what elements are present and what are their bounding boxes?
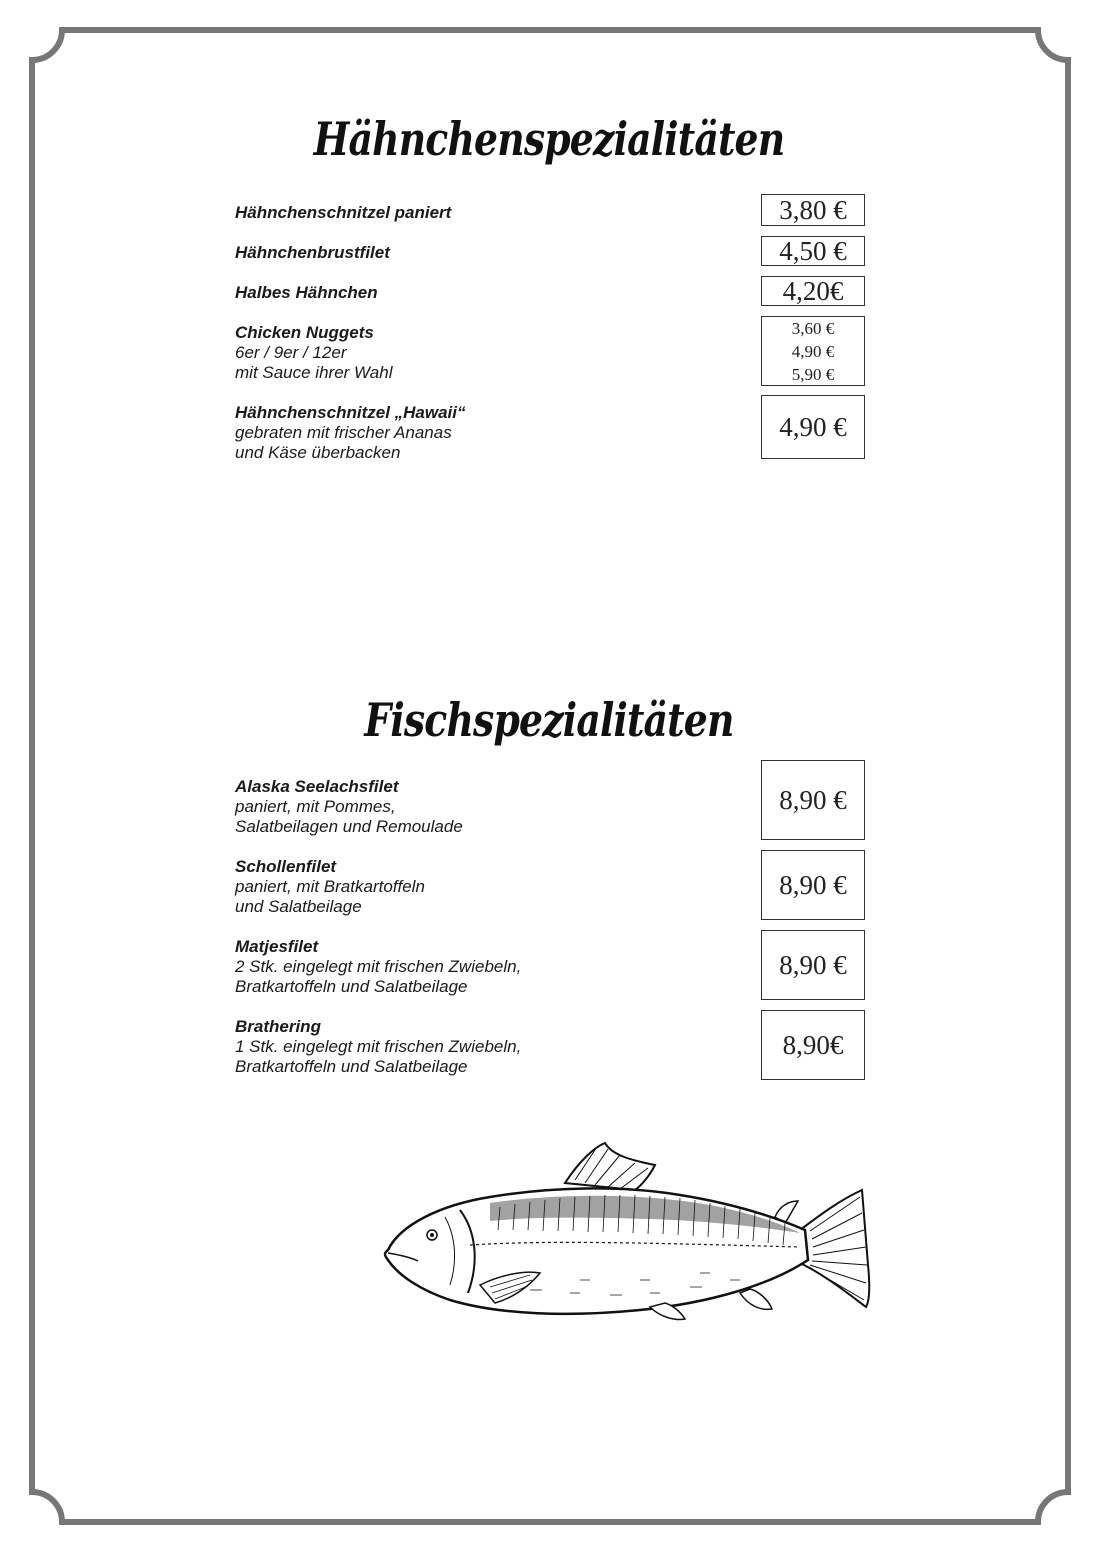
item-description: paniert, mit Pommes,	[235, 797, 396, 816]
price-box	[761, 395, 865, 459]
price-box	[761, 850, 865, 920]
price: 8,90 €	[779, 784, 847, 815]
price-box	[761, 236, 865, 266]
menu-item	[235, 777, 735, 837]
item-description: Bratkartoffeln und Salatbeilage	[235, 1057, 468, 1076]
price: 4,50 €	[779, 235, 847, 266]
item-description: 1 Stk. eingelegt mit frischen Zwiebeln,	[235, 1037, 522, 1056]
item-name: Matjesfilet	[235, 937, 319, 956]
section-title-fish: Fischspezialitäten	[364, 693, 734, 747]
menu-item	[235, 243, 735, 263]
item-description: 2 Stk. eingelegt mit frischen Zwiebeln,	[235, 957, 522, 976]
price: 3,60 €	[791, 319, 835, 338]
menu-item	[235, 203, 735, 223]
price: 8,90€	[782, 1029, 844, 1060]
item-description: Salatbeilagen und Remoulade	[235, 817, 463, 836]
menu-item	[235, 403, 735, 463]
menu-item	[235, 283, 735, 303]
menu-item	[235, 323, 735, 383]
item-description: und Salatbeilage	[235, 897, 362, 916]
item-name: Halbes Hähnchen	[235, 283, 378, 302]
item-description: 6er / 9er / 12er	[235, 343, 347, 362]
menu-item	[235, 1017, 735, 1077]
item-name: Hähnchenschnitzel „Hawaii“	[235, 403, 466, 422]
item-name: Hähnchenschnitzel paniert	[235, 203, 452, 222]
price-box	[761, 316, 865, 386]
price-box	[761, 930, 865, 1000]
item-name: Brathering	[235, 1017, 321, 1036]
price: 5,90 €	[791, 365, 835, 384]
price: 3,80 €	[779, 194, 847, 225]
item-name: Schollenfilet	[235, 857, 337, 876]
item-description: paniert, mit Bratkartoffeln	[235, 877, 425, 896]
price-box	[761, 1010, 865, 1080]
price-box	[761, 760, 865, 840]
item-name: Chicken Nuggets	[235, 323, 374, 342]
price: 4,20€	[782, 275, 844, 306]
item-name: Alaska Seelachsfilet	[235, 777, 399, 796]
price: 8,90 €	[779, 869, 847, 900]
price: 4,90 €	[779, 411, 847, 442]
item-description: gebraten mit frischer Ananas	[235, 423, 452, 442]
price-box	[761, 194, 865, 226]
price: 4,90 €	[791, 342, 835, 361]
fish-illustration	[380, 1135, 880, 1325]
menu-item	[235, 857, 735, 917]
menu-item	[235, 937, 735, 997]
section-title-chicken: Hähnchenspezialitäten	[313, 112, 785, 166]
item-description: mit Sauce ihrer Wahl	[235, 363, 393, 382]
item-name: Hähnchenbrustfilet	[235, 243, 390, 262]
item-description: Bratkartoffeln und Salatbeilage	[235, 977, 468, 996]
price-box	[761, 276, 865, 306]
item-description: und Käse überbacken	[235, 443, 401, 462]
price: 8,90 €	[779, 949, 847, 980]
